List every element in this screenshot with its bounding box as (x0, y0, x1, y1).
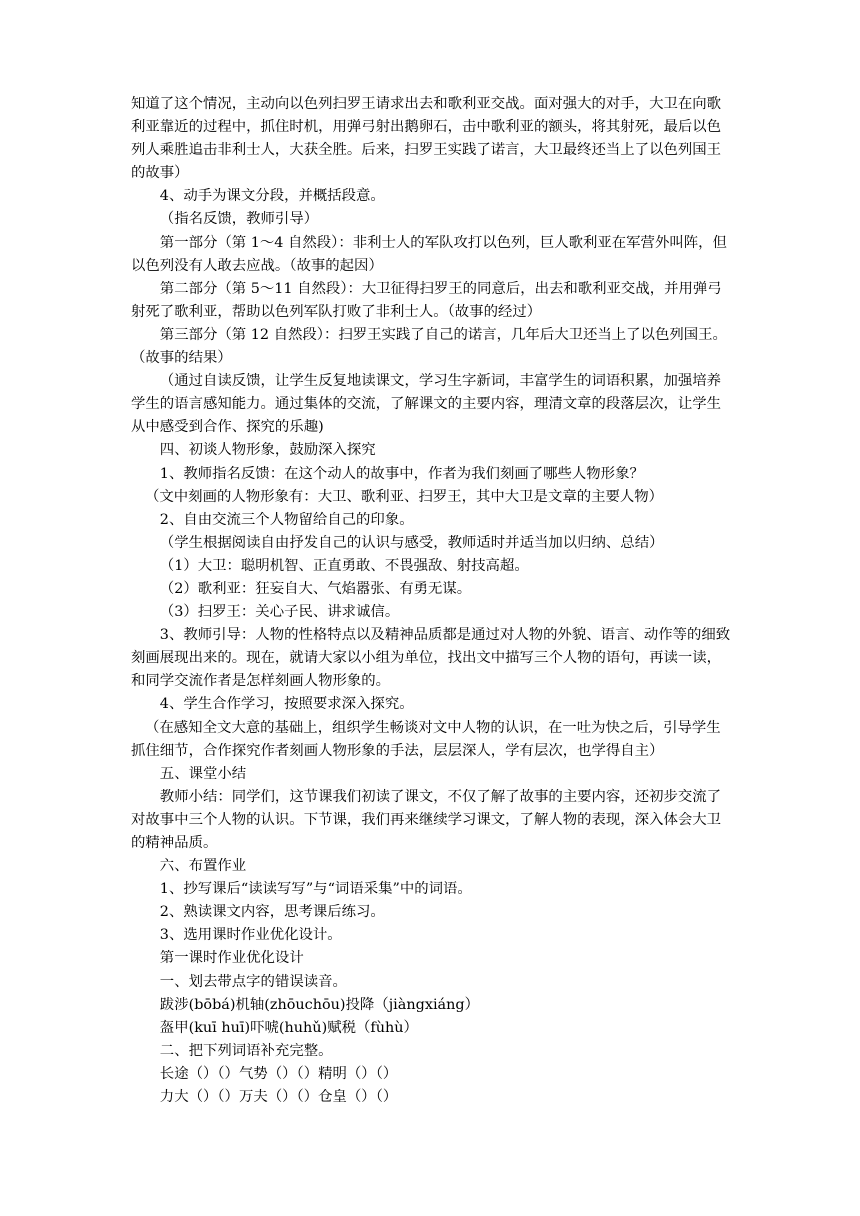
paragraph: 第一课时作业优化设计 (159, 950, 304, 967)
paragraph: 跋涉(bōbá)机轴(zhōuchōu)投降（jiàngxiáng） (159, 996, 479, 1013)
paragraph: 2、自由交流三个人物留给自己的印象。 (159, 511, 414, 528)
paragraph: 一、划去带点字的错误读音。 (159, 973, 347, 990)
paragraph: 力大（）（）万夫（）（）仓皇（）（） (159, 1089, 398, 1106)
paragraph: 3、选用课时作业优化设计。 (159, 927, 342, 944)
paragraph: 四、初谈人物形象，鼓励深入探究 (159, 442, 376, 459)
paragraph: （文中刻画的人物形象有：大卫、歌利亚、扫罗王，其中大卫是文章的主要人物） (145, 488, 664, 505)
paragraph: 第二部分（第 5～11 自然段）：大卫征得扫罗王的同意后，出去和歌利亚交战，并用弹弓射死了歌利亚，帮助以色列军队打败了非利士人。（故事的经过） (131, 280, 722, 320)
paragraph: （3）扫罗王：关心子民、讲求诚信。 (159, 604, 400, 621)
paragraph: 二、把下列词语补充完整。 (159, 1042, 333, 1059)
paragraph: 六、布置作业 (159, 858, 247, 875)
paragraph: 4、动手为课文分段，并概括段意。 (159, 188, 385, 205)
paragraph: 五、课堂小结 (159, 765, 247, 782)
paragraph: 盔甲(kuī huī)吓唬(huhǔ)赋税（fùhù） (159, 1019, 418, 1036)
paragraph: 第三部分（第 12 自然段）：扫罗王实践了自己的诺言，几年后大卫还当上了以色列国王。（故事的结果） (131, 326, 727, 367)
paragraph: （在感知全文大意的基础上，组织学生畅谈对文中人物的认识，在一吐为快之后，引导学生抓住细节，合作探究作者刻画人物形象的手法，层层深人，学有层次，也学得自主） (131, 719, 721, 759)
document-page (131, 93, 731, 1109)
paragraph: 1、抄写课后“读读写写”与“词语采集”中的词语。 (159, 881, 472, 898)
paragraph: （1）大卫：聪明机智、正直勇敢、不畏强敌、射技高超。 (159, 557, 529, 574)
paragraph: 第一部分（第 1～4 自然段）：非利士人的军队攻打以色列，巨人歌利亚在军营外叫阵，但以色列没有人敢去应战。（故事的起因） (131, 234, 727, 274)
paragraph: 1、教师指名反馈：在这个动人的故事中，作者为我们刻画了哪些人物形象？ (159, 465, 644, 482)
paragraph: 3、教师引导：人物的性格特点以及精神品质都是通过对人物的外貌、语言、动作等的细致刻画展现出来的。现在，就请大家以小组为单位，找出文中描写三个人物的语句，再读一读，和同学交流作者是怎样刻画人物形象的。 (131, 627, 731, 690)
paragraph: （指名反馈，教师引导） (159, 211, 319, 228)
paragraph: 长途（）（）气势（）（）精明（）（） (159, 1065, 398, 1082)
paragraph: 知道了这个情况，主动向以色列扫罗王请求出去和歌利亚交战。面对强大的对手，大卫在向歌利亚靠近的过程中，抓住时机，用弹弓射出鹅卵石，击中歌利亚的额头，将其射死，最后以色列人乘胜追击非利士人，大获全胜。后来，扫罗王实践了诺言，大卫最终还当上了以色列国王的故事） (131, 96, 722, 182)
paragraph: （2）歌利亚：狂妄自大、气焰嚣张、有勇无谋。 (159, 580, 472, 597)
paragraph: 4、学生合作学习，按照要求深入探究。 (159, 696, 414, 713)
paragraph: （学生根据阅读自由抒发自己的认识与感受，教师适时并适当加以归纳、总结） (159, 534, 664, 551)
paragraph: 2、熟读课文内容，思考课后练习。 (159, 904, 385, 921)
paragraph: （通过自读反馈，让学生反复地读课文，学习生字新词，丰富学生的词语积累，加强培养学生的语言感知能力。通过集体的交流，了解课文的主要内容，理清文章的段落层次，让学生从中感受到合作、探究的乐趣) (131, 373, 722, 436)
paragraph: 教师小结：同学们，这节课我们初读了课文，不仅了解了故事的主要内容，还初步交流了对故事中三个人物的认识。下节课，我们再来继续学习课文，了解人物的表现，深入体会大卫的精神品质。 (131, 788, 722, 851)
